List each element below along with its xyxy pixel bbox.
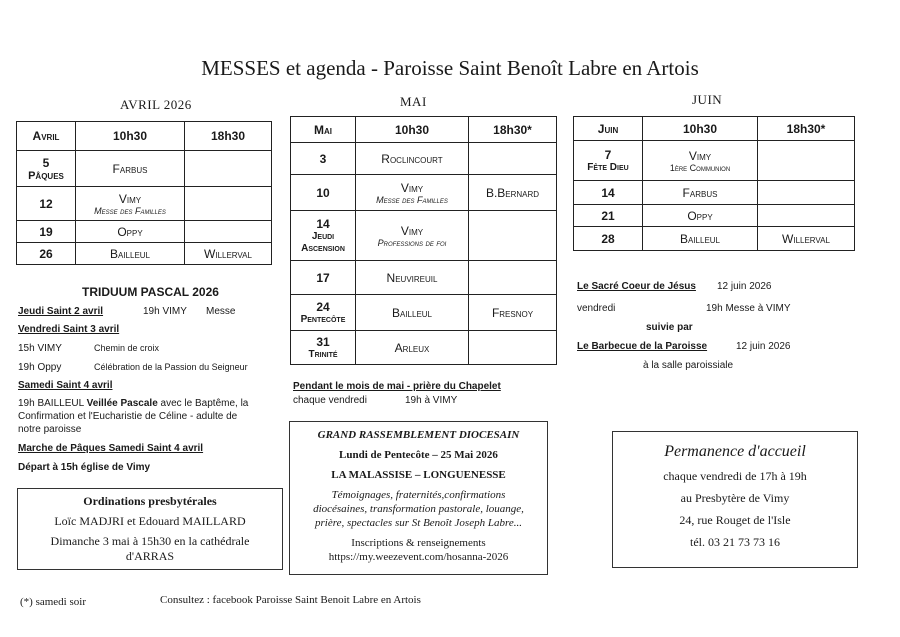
avril-row — [17, 187, 272, 221]
evening-mass — [469, 211, 557, 261]
morning-mass: Vimy — [400, 223, 424, 238]
samedi-saint: Samedi Saint 4 avril — [18, 380, 113, 391]
mai-row — [291, 331, 557, 365]
evening-mass: Willerval — [185, 243, 272, 265]
jeudi-saint: Jeudi Saint 2 avril — [18, 306, 104, 317]
month-juin-label: JUIN — [692, 92, 723, 107]
ordinations-where: d'ARRAS — [125, 549, 175, 563]
day-number: 7 — [604, 148, 612, 162]
rassemblement-url[interactable]: https://my.weezevent.com/hosanna-2026 — [328, 551, 509, 563]
evening-mass: Willerval — [758, 227, 855, 251]
ordinations-box — [17, 488, 283, 570]
samedi-line-1 — [18, 398, 248, 409]
sacre-date: 12 juin 2026 — [717, 281, 772, 292]
evening-mass — [185, 187, 272, 221]
day-label: Trinité — [308, 349, 338, 360]
rassemblement-desc-3: prière, spectacles sur St Benoît Joseph Labre... — [315, 517, 522, 529]
mai-row — [291, 211, 557, 261]
evening-mass — [469, 261, 557, 295]
day-number: 14 — [316, 216, 330, 231]
avril-row — [17, 221, 272, 243]
mai-row — [291, 261, 557, 295]
footer-note: (*) samedi soir — [20, 596, 86, 608]
jeudi-what: Messe — [206, 306, 236, 317]
mai-row — [291, 175, 557, 211]
morning-mass: Bailleul — [76, 243, 185, 265]
day-number: 3 — [291, 143, 356, 175]
mass-note: Messe des Familles — [376, 194, 448, 205]
sacre-what: 19h Messe à VIMY — [706, 303, 791, 314]
rassemblement-desc-1: Témoignages, fraternités,confirmations — [331, 489, 506, 501]
evening-mass — [185, 151, 272, 187]
day-number: 14 — [574, 181, 643, 205]
ordinations-title: Ordinations presbytérales — [83, 494, 217, 508]
barbecue-place: à la salle paroissiale — [643, 360, 734, 371]
permanence-title: Permanence d'accueil — [664, 443, 806, 460]
morning-mass: Oppy — [643, 205, 758, 227]
avril-header-month: Avril — [17, 122, 76, 151]
avril-row — [17, 243, 272, 265]
vendredi-saint: Vendredi Saint 3 avril — [18, 324, 120, 335]
juin-row — [574, 227, 855, 251]
samedi-line-3: notre paroisse — [18, 424, 82, 435]
rassemblement-date: Lundi de Pentecôte – 25 Mai 2026 — [339, 449, 498, 461]
juin-row — [574, 141, 855, 181]
day-number: 28 — [574, 227, 643, 251]
morning-mass: Roclincourt — [356, 143, 469, 175]
mai-header-10h30: 10h30 — [356, 117, 469, 143]
sacre-title: Le Sacré Coeur de Jésus — [577, 281, 696, 292]
samedi-rest: avec le Baptême, la — [157, 398, 249, 409]
evening-mass: B.Bernard — [469, 175, 557, 211]
mai-row — [291, 143, 557, 175]
chapelet-when: chaque vendredi — [293, 395, 367, 406]
day-number: 24 — [316, 300, 330, 314]
ordinations-when: Dimanche 3 mai à 15h30 en la cathédrale — [50, 534, 250, 548]
mai-table — [290, 116, 557, 365]
footer-consult: Consultez : facebook Paroisse Saint Benoit Labre en Artois — [160, 594, 421, 606]
juin-row — [574, 205, 855, 227]
day-label: Fête Dieu — [587, 162, 629, 173]
vendredi-time-1: 15h VIMY — [18, 343, 62, 354]
evening-mass — [185, 221, 272, 243]
mai-row — [291, 295, 557, 331]
rassemblement-desc-2: diocésaines, transformation pastorale, louange, — [313, 503, 524, 515]
vendredi-what-1: Chemin de croix — [94, 343, 160, 353]
juin-header-18h30: 18h30* — [758, 117, 855, 141]
juin-header-month: Juin — [574, 117, 643, 141]
ordinations-names: Loïc MADJRI et Edouard MAILLARD — [54, 514, 246, 528]
day-number: 17 — [291, 261, 356, 295]
day-number: 26 — [17, 243, 76, 265]
morning-mass: Vimy — [688, 148, 712, 163]
jeudi-time: 19h VIMY — [143, 306, 187, 317]
samedi-line-2: Confirmation et l'Eucharistie de Céline - adulte de — [18, 411, 238, 422]
permanence-when: chaque vendredi de 17h à 19h — [663, 469, 807, 483]
day-label: Pentecôte — [300, 314, 346, 325]
day-number: 19 — [17, 221, 76, 243]
marche-depart: Départ à 15h église de Vimy — [18, 462, 151, 473]
juin-row — [574, 181, 855, 205]
day-number: 10 — [291, 175, 356, 211]
day-number: 21 — [574, 205, 643, 227]
avril-table — [16, 121, 272, 265]
day-number: 31 — [316, 335, 330, 349]
rassemblement-box — [289, 421, 548, 575]
vendredi-time-2: 19h Oppy — [18, 362, 62, 373]
mass-note: Professions de foi — [377, 237, 447, 248]
morning-mass: Vimy — [400, 180, 424, 195]
morning-mass: Farbus — [76, 151, 185, 187]
morning-mass: Vimy — [118, 191, 142, 206]
barbecue-date: 12 juin 2026 — [736, 341, 791, 352]
juin-table — [573, 116, 855, 251]
evening-mass — [758, 205, 855, 227]
mass-note: Messe des Familles — [94, 205, 166, 216]
mai-header-18h30: 18h30* — [469, 117, 557, 143]
triduum-title: TRIDUUM PASCAL 2026 — [82, 285, 219, 299]
evening-mass — [469, 331, 557, 365]
permanence-box — [612, 431, 858, 568]
chapelet-title: Pendant le mois de mai - prière du Chapelet — [293, 381, 501, 392]
chapelet-where: 19h à VIMY — [405, 395, 458, 406]
evening-mass — [469, 143, 557, 175]
evening-mass: Fresnoy — [469, 295, 557, 331]
sacre-day: vendredi — [577, 303, 616, 314]
rassemblement-place: LA MALASSISE – LONGUENESSE — [331, 469, 506, 481]
permanence-address: 24, rue Rouget de l'Isle — [679, 513, 791, 527]
avril-row — [17, 151, 272, 187]
permanence-phone: tél. 03 21 73 73 16 — [690, 535, 780, 549]
month-avril-label: AVRIL 2026 — [120, 97, 192, 112]
evening-mass — [758, 181, 855, 205]
morning-mass: Bailleul — [643, 227, 758, 251]
sacre-suivie: suivie par — [646, 322, 693, 333]
barbecue-title: Le Barbecue de la Paroisse — [577, 341, 708, 352]
day-number: 5 — [42, 155, 50, 170]
morning-mass: Bailleul — [356, 295, 469, 331]
morning-mass: Farbus — [643, 181, 758, 205]
permanence-at: au Presbytère de Vimy — [680, 491, 790, 505]
day-label: Jeudi Ascension — [301, 230, 345, 254]
avril-header-18h30: 18h30 — [185, 122, 272, 151]
mass-note: 1ère Communion — [669, 162, 731, 173]
avril-header-10h30: 10h30 — [76, 122, 185, 151]
morning-mass: Oppy — [76, 221, 185, 243]
rassemblement-title: GRAND RASSEMBLEMENT DIOCESAIN — [317, 429, 520, 441]
samedi-place: 19h BAILLEUL — [18, 398, 84, 409]
juin-header-10h30: 10h30 — [643, 117, 758, 141]
evening-mass — [758, 141, 855, 181]
day-number: 12 — [17, 187, 76, 221]
day-label: Pâques — [28, 169, 64, 182]
page-title: MESSES et agenda - Paroisse Saint Benoît Labre en Artois — [201, 56, 699, 80]
vendredi-what-2: Célébration de la Passion du Seigneur — [94, 362, 248, 372]
mai-header-month: Mai — [291, 117, 356, 143]
morning-mass: Arleux — [356, 331, 469, 365]
marche-paques: Marche de Pâques Samedi Saint 4 avril — [18, 443, 204, 454]
morning-mass: Neuvireuil — [356, 261, 469, 295]
samedi-vigil: Veillée Pascale — [86, 398, 158, 409]
rassemblement-inscriptions: Inscriptions & renseignements — [351, 537, 486, 549]
month-mai-label: MAI — [400, 94, 427, 109]
